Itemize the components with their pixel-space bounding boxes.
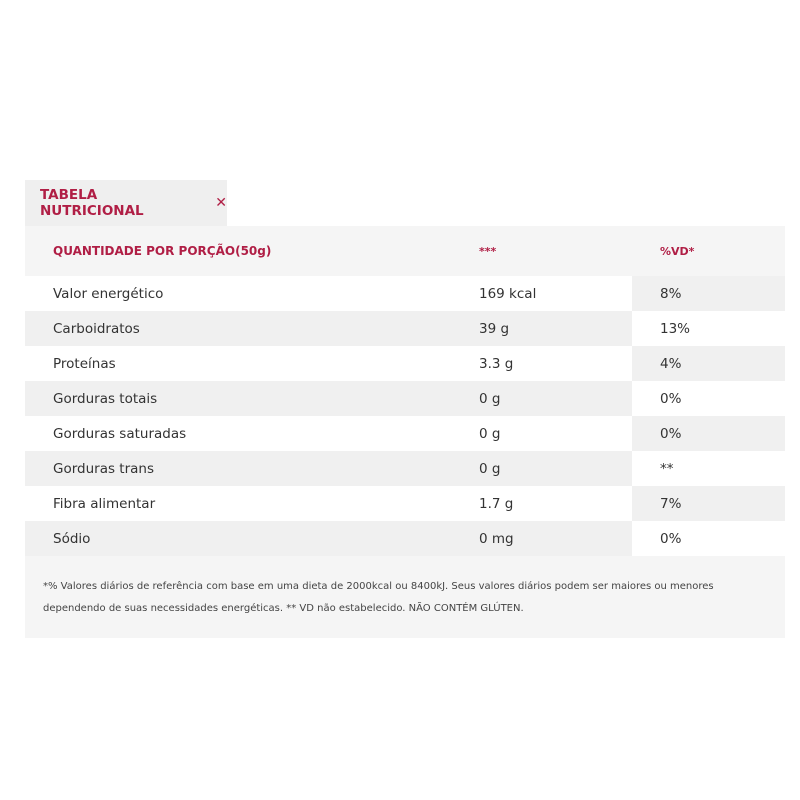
nutrient-name: Gorduras trans — [25, 451, 452, 486]
nutrient-vd: 13% — [632, 311, 785, 346]
nutrition-table — [25, 226, 785, 556]
nutrient-amount: 0 mg — [452, 521, 632, 556]
nutrient-name: Valor energético — [25, 276, 452, 311]
nutrient-vd: 0% — [632, 381, 785, 416]
nutrient-name: Carboidratos — [25, 311, 452, 346]
nutrient-vd: 7% — [632, 486, 785, 521]
nutrient-vd: 4% — [632, 346, 785, 381]
nutrient-name: Gorduras totais — [25, 381, 452, 416]
table-header-row — [25, 226, 785, 276]
table-row — [25, 521, 785, 556]
nutrient-name: Proteínas — [25, 346, 452, 381]
table-row — [25, 381, 785, 416]
nutrient-amount: 1.7 g — [452, 486, 632, 521]
table-row — [25, 486, 785, 521]
nutrient-amount: 3.3 g — [452, 346, 632, 381]
nutrient-name: Gorduras saturadas — [25, 416, 452, 451]
header-vd: %VD* — [632, 226, 785, 276]
tab-title: TABELA NUTRICIONAL — [40, 187, 144, 219]
footnote: *% Valores diários de referência com base em uma dieta de 2000kcal ou 8400kJ. Seus valores diários podem ser maiores ou menores dependendo de suas necessidades energéticas. ** VD não estabelecido. NÃO CONTÉM GLÚTEN. — [43, 581, 714, 614]
nutrient-amount: 0 g — [452, 416, 632, 451]
table-row — [25, 346, 785, 381]
table-row — [25, 416, 785, 451]
nutrient-amount: 0 g — [452, 451, 632, 486]
nutrition-tab[interactable] — [25, 180, 227, 226]
nutrient-vd: ** — [632, 451, 785, 486]
table-row — [25, 311, 785, 346]
nutrient-vd: 0% — [632, 521, 785, 556]
header-amount: *** — [452, 226, 632, 276]
header-portion: QUANTIDADE POR PORÇÃO(50g) — [25, 226, 452, 276]
close-icon[interactable]: ✕ — [215, 195, 227, 211]
nutrient-vd: 8% — [632, 276, 785, 311]
nutrient-amount: 0 g — [452, 381, 632, 416]
nutrient-name: Sódio — [25, 521, 452, 556]
nutrient-amount: 169 kcal — [452, 276, 632, 311]
table-row — [25, 276, 785, 311]
nutrition-panel — [25, 226, 785, 638]
table-row — [25, 451, 785, 486]
nutrient-amount: 39 g — [452, 311, 632, 346]
nutrient-vd: 0% — [632, 416, 785, 451]
nutrient-name: Fibra alimentar — [25, 486, 452, 521]
